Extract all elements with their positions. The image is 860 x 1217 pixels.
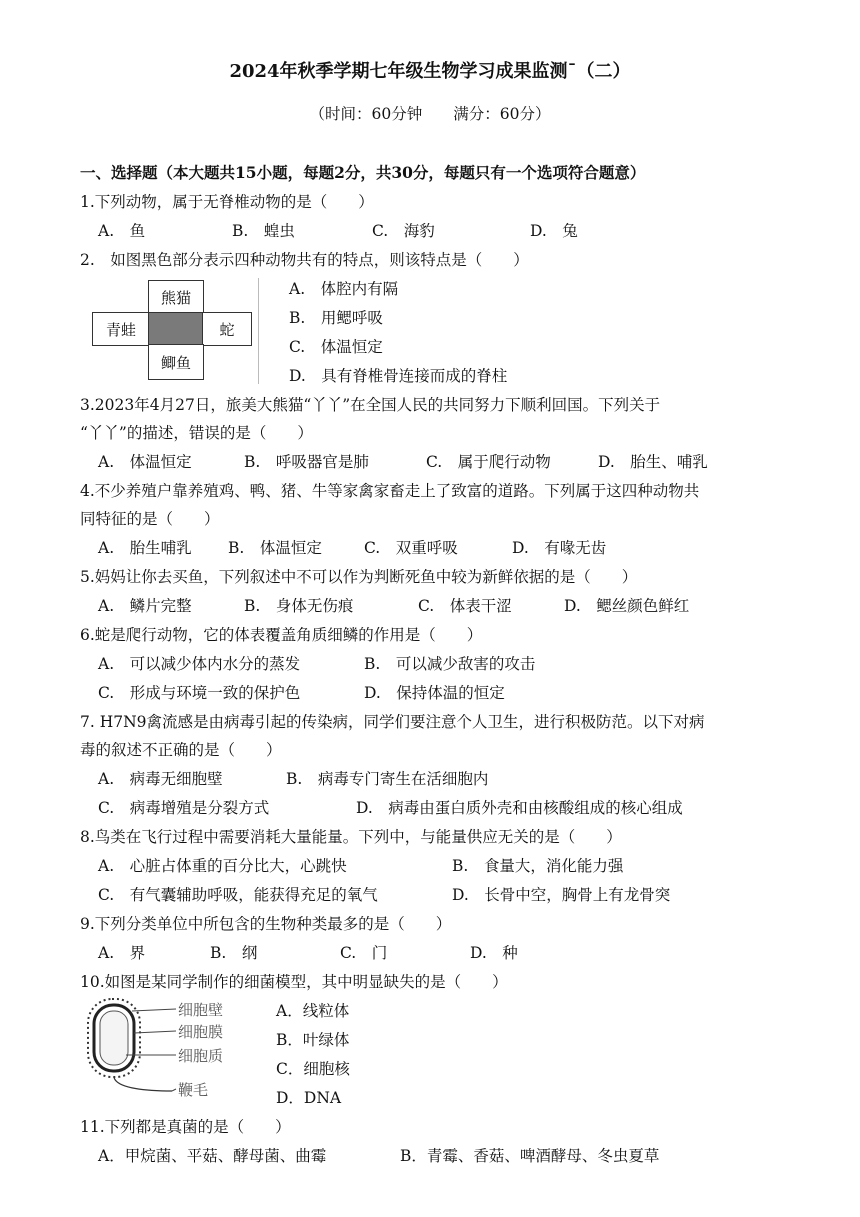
q5-option-d[interactable]: D. 鳃丝颜色鲜红 [564,597,690,615]
q9-option-a[interactable]: A. 界 [98,944,146,962]
q3-option-b[interactable]: B. 呼吸器官是肺 [244,453,369,471]
q7-option-d[interactable]: D. 病毒由蛋白质外壳和由核酸组成的核心组成 [356,799,683,817]
q9-option-d[interactable]: D. 种 [470,944,518,962]
q3-stem-line1: 3.2023年4月27日，旅美大熊猫“丫丫”在全国人民的共同努力下顺利回国。下列关于 [80,396,661,414]
q7-stem-line1: 7. H7N9禽流感是由病毒引起的传染病，同学们要注意个人卫生，进行积极防范。以下对病 [80,713,705,731]
q3-stem-line2: “丫丫”的描述，错误的是（ ） [80,424,313,442]
q4-option-b[interactable]: B. 体温恒定 [228,539,322,557]
q4-option-c[interactable]: C. 双重呼吸 [364,539,458,557]
label-cell-wall: 细胞壁 [178,1001,224,1019]
q3-option-a[interactable]: A. 体温恒定 [98,453,192,471]
q10-option-c[interactable]: C．细胞核 [276,1060,350,1078]
q7-stem-line2: 毒的叙述不正确的是（ ） [80,741,282,759]
bacteria-diagram [80,993,270,1101]
q8-option-d[interactable]: D. 长骨中空，胸骨上有龙骨突 [452,886,671,904]
q5-option-c[interactable]: C. 体表干涩 [418,597,512,615]
q3-option-c[interactable]: C. 属于爬行动物 [426,453,551,471]
q2-stem: 2. 如图黑色部分表示四种动物共有的特点，则该特点是（ ） [80,251,529,269]
bacteria-model-figure [80,993,270,1101]
q7-option-b[interactable]: B. 病毒专门寄生在活细胞内 [286,770,489,788]
figure-shared-area [148,312,204,346]
q6-stem: 6.蛇是爬行动物，它的体表覆盖角质细鳞的作用是（ ） [80,626,483,644]
q5-option-b[interactable]: B. 身体无伤痕 [244,597,354,615]
q8-stem: 8.鸟类在飞行过程中需要消耗大量能量。下列中，与能量供应无关的是（ ） [80,828,622,846]
q1-option-d[interactable]: D. 兔 [530,222,578,240]
q2-option-d[interactable]: D. 具有脊椎骨连接而成的脊柱 [289,367,508,385]
q11-stem: 11.下列都是真菌的是（ ） [80,1118,291,1136]
q4-option-d[interactable]: D. 有喙无齿 [512,539,607,557]
q10-option-a[interactable]: A．线粒体 [276,1002,350,1020]
q6-option-c[interactable]: C. 形成与环境一致的保护色 [98,684,301,702]
figure-box-left: 青蛙 [92,312,150,346]
q1-stem: 1.下列动物，属于无脊椎动物的是（ ） [80,193,374,211]
label-cell-membrane: 细胞膜 [178,1023,224,1041]
section-heading: 一、选择题（本大题共15小题，每题2分，共30分，每题只有一个选项符合题意） [80,163,646,182]
q3-option-d[interactable]: D. 胎生、哺乳 [598,453,708,471]
figure-box-top: 熊猫 [148,280,204,314]
q1-option-b[interactable]: B. 蝗虫 [232,222,295,240]
q6-option-a[interactable]: A. 可以减少体内水分的蒸发 [98,655,301,673]
q4-option-a[interactable]: A. 胎生哺乳 [98,539,192,557]
q7-option-c[interactable]: C. 病毒增殖是分裂方式 [98,799,270,817]
q10-option-d[interactable]: D．DNA [276,1089,342,1107]
q2-option-a[interactable]: A. 体腔内有隔 [289,280,399,298]
exam-info: （时间：60分钟 满分：60分） [309,105,551,123]
figure-divider [258,278,259,384]
q7-option-a[interactable]: A. 病毒无细胞壁 [98,770,223,788]
q8-option-c[interactable]: C. 有气囊辅助呼吸，能获得充足的氧气 [98,886,378,904]
q10-stem: 10.如图是某同学制作的细菌模型，其中明显缺失的是（ ） [80,973,508,991]
q6-option-b[interactable]: B. 可以减少敌害的攻击 [364,655,536,673]
q11-option-b[interactable]: B．青霉、香菇、啤酒酵母、冬虫夏草 [400,1147,660,1165]
figure-box-right: 蛇 [202,312,252,346]
q9-option-b[interactable]: B. 纲 [210,944,258,962]
q6-option-d[interactable]: D. 保持体温的恒定 [364,684,505,702]
q10-option-b[interactable]: B．叶绿体 [276,1031,350,1049]
q8-option-b[interactable]: B. 食量大，消化能力强 [452,857,624,875]
label-flagellum: 鞭毛 [178,1081,209,1099]
q11-option-a[interactable]: A．甲烷菌、平菇、酵母菌、曲霉 [98,1147,327,1165]
q4-stem-line2: 同特征的是（ ） [80,510,220,528]
q2-option-b[interactable]: B. 用鳃呼吸 [289,309,383,327]
q1-option-a[interactable]: A. 鱼 [98,222,146,240]
q4-stem-line1: 4.不少养殖户靠养殖鸡、鸭、猪、牛等家禽家畜走上了致富的道路。下列属于这四种动物共 [80,482,700,500]
q5-option-a[interactable]: A. 鳞片完整 [98,597,192,615]
label-cytoplasm: 细胞质 [178,1047,224,1065]
q9-option-c[interactable]: C. 门 [340,944,388,962]
q9-stem: 9.下列分类单位中所包含的生物种类最多的是（ ） [80,915,452,933]
figure-box-bottom: 鲫鱼 [148,344,204,380]
q1-option-c[interactable]: C. 海豹 [372,222,435,240]
q8-option-a[interactable]: A. 心脏占体重的百分比大，心跳快 [98,857,347,875]
q5-stem: 5.妈妈让你去买鱼，下列叙述中不可以作为判断死鱼中较为新鲜依据的是（ ） [80,568,638,586]
animal-traits-figure [82,278,260,384]
page-title: 2024年秋季学期七年级生物学习成果监测ˉ（二） [229,61,631,82]
q2-option-c[interactable]: C. 体温恒定 [289,338,383,356]
